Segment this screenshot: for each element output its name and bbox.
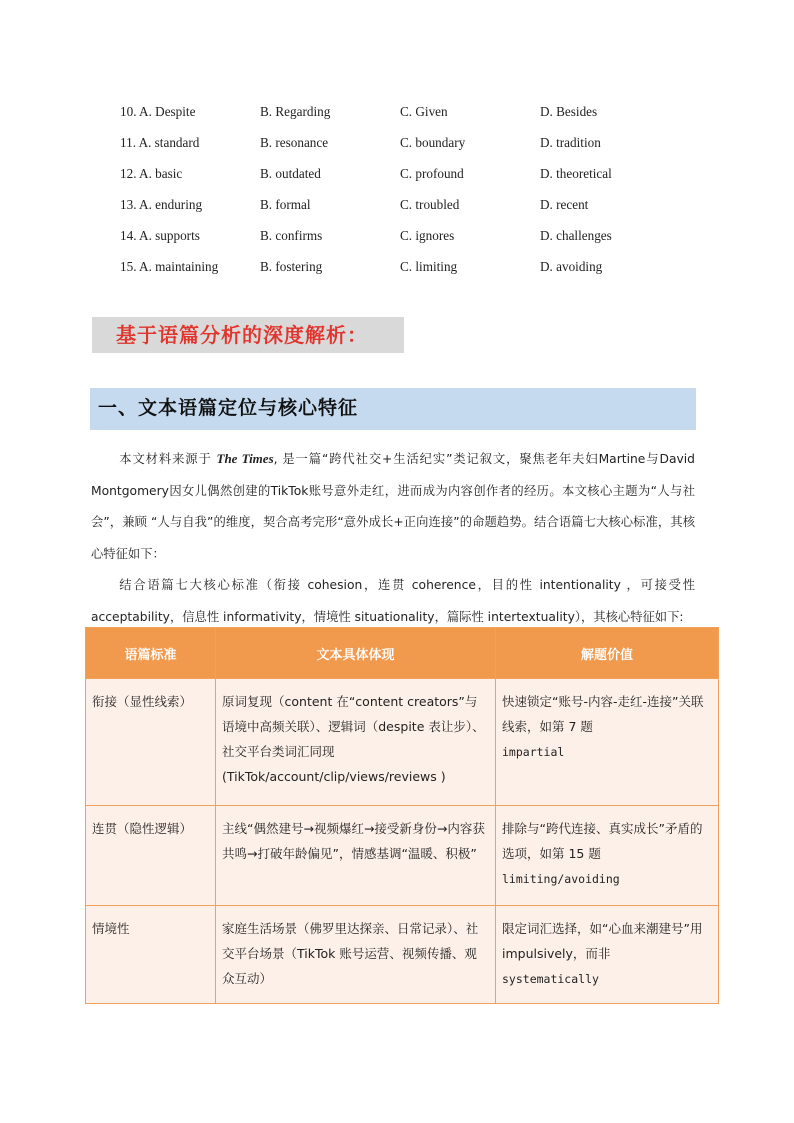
option-text: D. challenges [540,228,612,243]
value-code: impartial [502,745,565,759]
table-header-row [86,628,719,679]
standard-cell: 连贯（隐性逻辑） [86,806,216,906]
option-text: 15. A. maintaining [120,259,219,274]
column-header: 解题价值 [496,628,719,679]
option-text: 10. A. Despite [120,104,196,119]
option-text: B. outdated [260,166,321,181]
value-cell [496,679,719,806]
option-text: C. profound [400,166,464,181]
evidence-cell: 家庭生活场景（佛罗里达探亲、日常记录）、社交平台场景（TikTok 账号运营、视频传播、观众互动） [216,906,496,1004]
table-row [86,679,719,806]
table-row [86,906,719,1004]
paragraph-text: 本文材料来源于 [119,452,217,466]
analysis-table [85,627,719,1004]
value-cell [496,806,719,906]
option-text: D. theoretical [540,166,612,181]
option-text: C. limiting [400,259,458,274]
analysis-banner: 基于语篇分析的深度解析： [92,317,404,353]
option-text: D. avoiding [540,259,603,274]
option-text: D. tradition [540,135,601,150]
value-text: 快速锁定“账号-内容-走红-连接”关联线索，如第 7 题 [502,694,704,734]
evidence-cell: 主线“偶然建号→视频爆红→接受新身份→内容获共鸣→打破年龄偏见”，情感基调“温暖、积极” [216,806,496,906]
option-text: C. Given [400,104,448,119]
paragraph-standards: 结合语篇七大核心标准（衔接 cohesion，连贯 coherence，目的性 intentionality ，可接受性 acceptability，信息性 informativity，情境性 situationality，篇际性 intertextuality），其核心特征如下: [91,578,695,624]
option-text: B. fostering [260,259,323,274]
standard-cell: 衔接（显性线索） [86,679,216,806]
option-text: B. Regarding [260,104,331,119]
standard-cell: 情境性 [86,906,216,1004]
body-text [91,443,695,633]
column-header: 文本具体体现 [216,628,496,679]
option-text: D. recent [540,197,589,212]
value-text: 排除与“跨代连接、真实成长”矛盾的选项，如第 15 题 [502,821,703,861]
table-row [86,806,719,906]
value-code: limiting/avoiding [502,872,620,886]
option-text: C. boundary [400,135,466,150]
value-text: 限定词汇选择，如“心血来潮建号”用 impulsively，而非 [502,921,703,961]
column-header: 语篇标准 [86,628,216,679]
option-text: 13. A. enduring [120,197,203,212]
value-cell [496,906,719,1004]
source-title: The Times [216,451,274,466]
option-text: B. confirms [260,228,323,243]
option-text: B. resonance [260,135,329,150]
option-text: 14. A. supports [120,228,200,243]
option-text: 12. A. basic [120,166,183,181]
evidence-cell: 原词复现（content 在“content creators”与语境中高频关联）、逻辑词（despite 表让步）、社交平台类词汇同现(TikTok/account/clip/views/reviews ) [216,679,496,806]
option-text: C. ignores [400,228,455,243]
paragraph-intro [91,443,695,570]
option-text: D. Besides [540,104,598,119]
section-heading: 一、文本语篇定位与核心特征 [90,388,696,430]
option-text: 11. A. standard [120,135,200,150]
option-text: C. troubled [400,197,460,212]
option-text: B. formal [260,197,311,212]
value-code: systematically [502,972,599,986]
paragraph-text: , 是一篇“跨代社交+生活纪实”类记叙文，聚焦老年夫妇Martine与David Montgomery因女儿偶然创建的TikTok账号意外走红，进而成为内容创作者的经历。本文核心主题为“人与社会”，兼顾 “人与自我”的维度，契合高考完形“意外成长+正向连接”的命题趋势。结合语篇七大核心标准，其核心特征如下： [91,452,695,561]
